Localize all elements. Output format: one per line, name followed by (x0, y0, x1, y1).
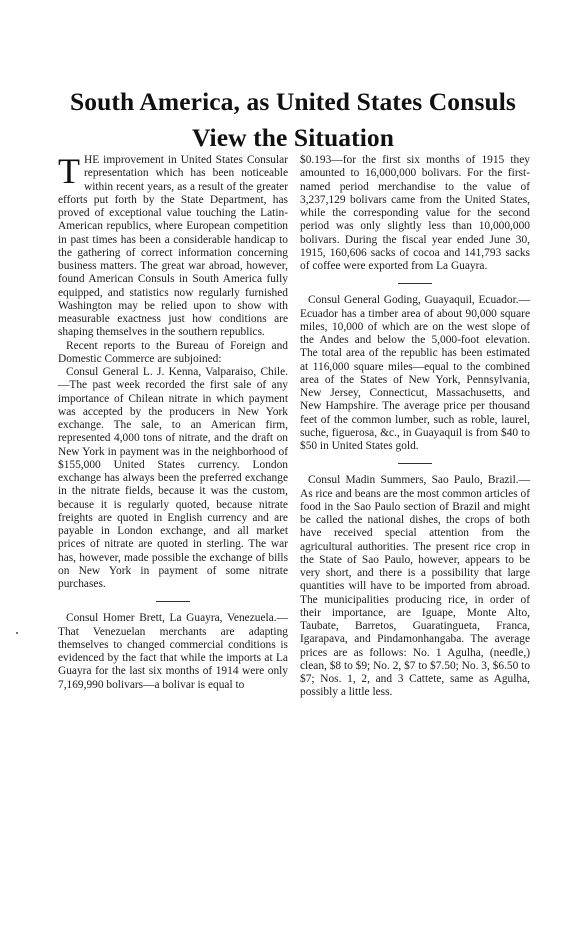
intro-text: HE improvement in United States Consular representation which has been noticeable within recent years, as a result of the greater efforts put forth by the State Department, has proved of exceptional value touching the Latin-American republics, where European competition in past times has been a considerable handicap to the gathering of correct information concerning business matters. The great war abroad, however, found American Consuls in South America fully equipped, and statistics now regularly furnished Washington may be relied upon to show with measurable exactness just how conditions are shaping themselves in the southern republics. (58, 154, 288, 339)
intro-paragraph (58, 151, 288, 340)
la-guayra-continued: $0.193—for the first six months of 1915 they amounted to 16,000,000 bolivars. For the first-named period merchandise to the value of 3,237,129 bolivars came from the United States, while the corresponding value for the second period was only slightly less than 10,000,000 bolivars. During the fiscal year ended June 30, 1915, 160,606 sacks of cocoa and 141,793 sacks of coffee were exported from La Guayra. (300, 154, 530, 272)
section-divider (398, 283, 432, 284)
drop-cap: T (58, 151, 80, 191)
article-body (58, 151, 531, 700)
print-speck (16, 632, 18, 634)
column-left (58, 151, 288, 700)
valparaiso-report: Consul General L. J. Kenna, Valparaiso, Chile.—The past week recorded the first sale of any importance of Chilean nitrate in which payment was accepted by the producers in New York exchange. The sale, to an American firm, represented 4,000 tons of nitrate, and the draft on New York in payment was in the neighborhood of $155,000 United States currency. London exchange has always been the preferred exchange in the nitrate fields, because it was the custom, because it is regularly quoted, because nitrate freights are quoted in English currency and are payable in London exchange, and all market prices of nitrate are quoted in sterling. The war has, however, made possible the exchange of bills on New York in payment of some nitrate purchases. (58, 366, 288, 590)
la-guayra-report: Consul Homer Brett, La Guayra, Venezuela.—That Venezuelan merchants are adapting themselves to changed commercial conditions is evidenced by the fact that while the imports at La Guayra for the last six months of 1914 were only 7,169,990 bolivars—a bolivar is equal to (58, 612, 288, 691)
column-right (300, 154, 530, 700)
section-divider (156, 601, 190, 602)
reports-paragraph: Recent reports to the Bureau of Foreign and Domestic Commerce are subjoined: (58, 339, 288, 365)
article-title: South America, as United States Consuls View the Situation (70, 87, 516, 152)
guayaquil-report: Consul General Goding, Guayaquil, Ecuador.—Ecuador has a timber area of about 90,000 square miles, 10,000 of which are on the west slope of the Andes and below the 5,000-foot elevation. The total area of the republic has been estimated at 116,000 square miles—equal to the combined area of the States of New York, Pennsylvania, New Jersey, Connecticut, Massachusetts, and New Hampshire. The average price per thousand feet of the common lumber, such as roble, laurel, suche, figuerosa, &c., in Guayaquil is from $40 to $50 in United States gold. (300, 294, 530, 452)
section-divider (398, 463, 432, 464)
sao-paulo-report: Consul Madin Summers, Sao Paulo, Brazil.—As rice and beans are the most common articles of food in the Sao Paulo section of Brazil and might be called the national dishes, the crops of both have received special attention from the agricultural authorities. The present rice crop in the State of Sao Paulo, however, appears to be very short, and there is a possibility that large quantities will have to be imported from abroad. The municipalities producing rice, in order of their importance, are Iguape, Monte Alto, Taubate, Barretos, Guaratingueta, Franca, Igarapava, and Pindamonhangaba. The average prices are as follows: No. 1 Agulha, (needle,) clean, $8 to $9; No. 2, $7 to $7.50; No. 3, $6.50 to $7; Nos. 1, 2, and 3 Cattete, same as Agulha, possibly a little less. (300, 474, 531, 699)
